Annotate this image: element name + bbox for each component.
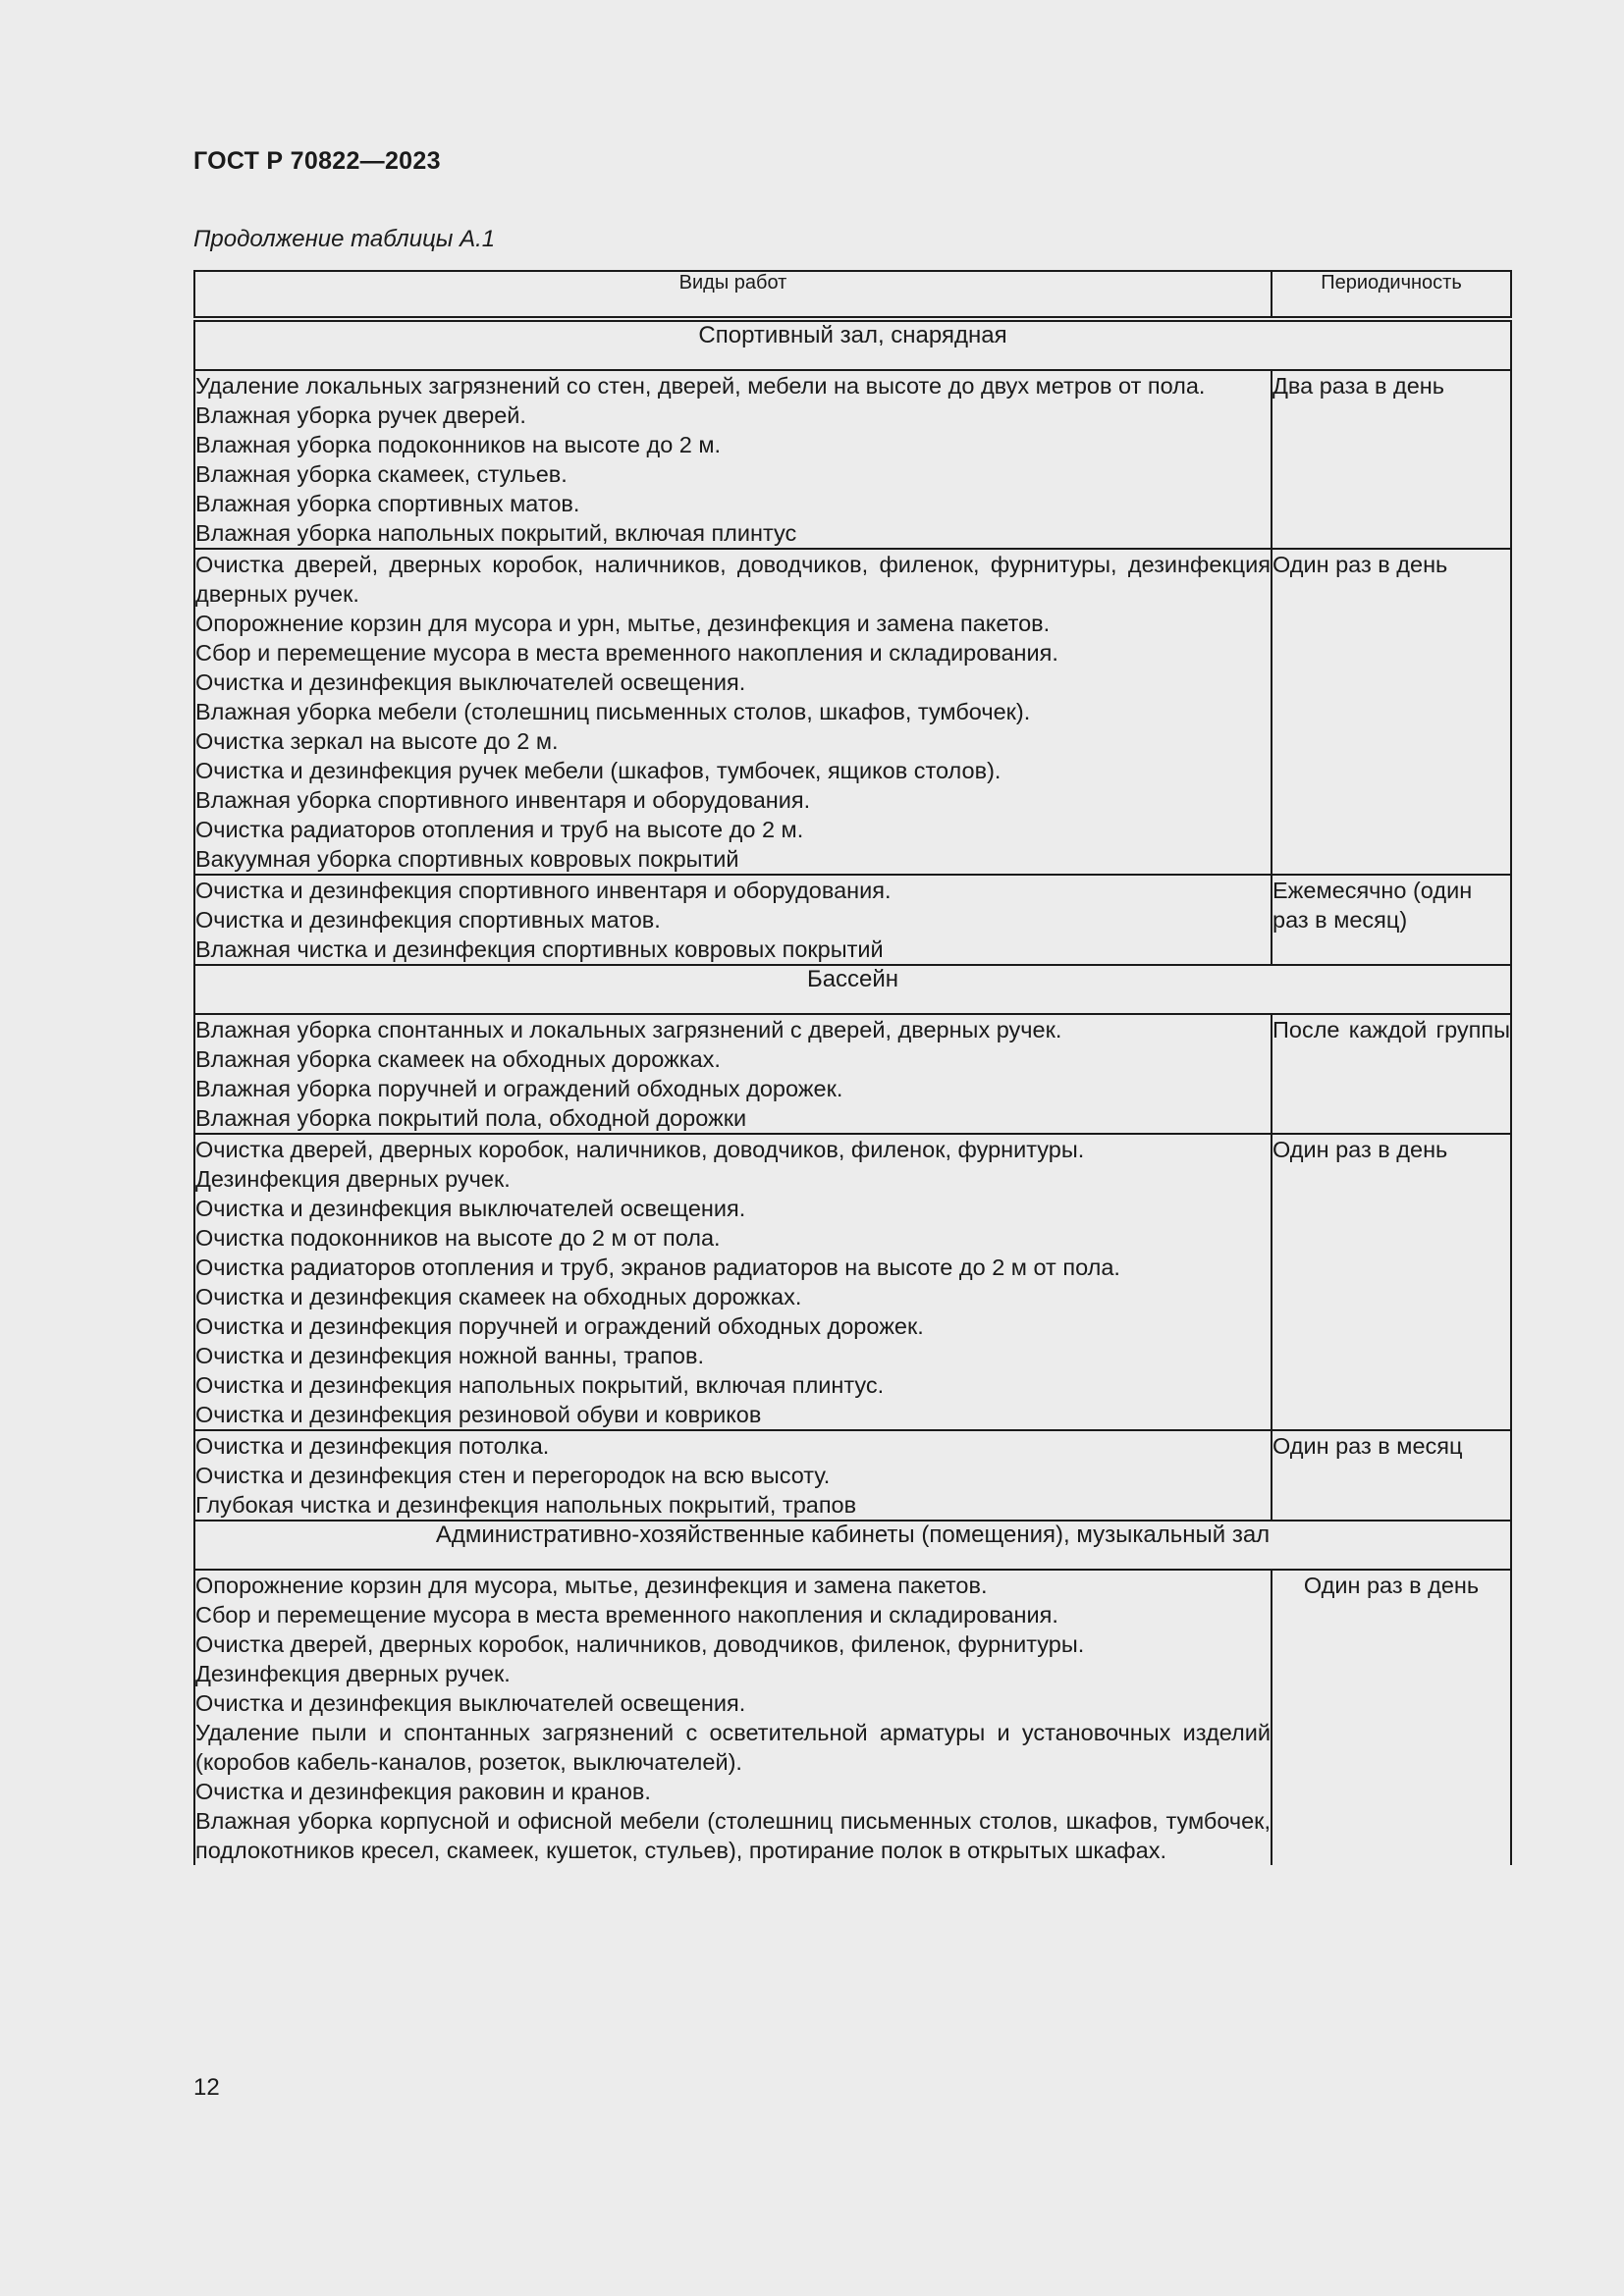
work-item: Очистка подоконников на высоте до 2 м от пола. — [195, 1225, 721, 1251]
work-item: Влажная чистка и дезинфекция спортивных ковровых покрытий — [195, 936, 884, 962]
work-item: Очистка и дезинфекция скамеек на обходных дорожках. — [195, 1284, 802, 1309]
work-item: Глубокая чистка и дезинфекция напольных покрытий, трапов — [195, 1492, 857, 1518]
section-title: Спортивный зал, снарядная — [194, 319, 1511, 370]
work-item: Очистка и дезинфекция спортивных матов. — [195, 907, 661, 933]
work-item: Влажная уборка подоконников на высоте до 2 м. — [195, 432, 722, 457]
work-item: Влажная уборка покрытий пола, обходной дорожки — [195, 1105, 747, 1131]
works-cell — [194, 1134, 1272, 1430]
work-item: Опорожнение корзин для мусора и урн, мытье, дезинфекция и замена пакетов. — [195, 611, 1051, 636]
work-item: Влажная уборка корпусной и офисной мебели (столешниц письменных столов, шкафов, тумбочек, подлокотников кресел, скамеек, кушеток, стульев), протирание полок в открытых шкафах. — [195, 1808, 1271, 1863]
works-cell — [194, 1430, 1272, 1521]
period-cell: Ежемесячно (один раз в месяц) — [1272, 875, 1511, 965]
work-item: Очистка и дезинфекция раковин и кранов. — [195, 1779, 651, 1804]
period-cell: Один раз в месяц — [1272, 1430, 1511, 1521]
work-item: Очистка и дезинфекция выключателей освещения. — [195, 669, 746, 695]
table-row — [194, 1430, 1511, 1521]
period-cell: Два раза в день — [1272, 370, 1511, 549]
work-item: Опорожнение корзин для мусора, мытье, дезинфекция и замена пакетов. — [195, 1573, 988, 1598]
work-item: Влажная уборка мебели (столешниц письменных столов, шкафов, тумбочек). — [195, 699, 1031, 724]
document-id: ГОСТ Р 70822—2023 — [193, 147, 441, 175]
works-cell — [194, 1570, 1272, 1865]
work-item: Очистка и дезинфекция поручней и ограждений обходных дорожек. — [195, 1313, 924, 1339]
table-row — [194, 875, 1511, 965]
work-item: Влажная уборка спортивных матов. — [195, 491, 580, 516]
work-item: Влажная уборка поручней и ограждений обходных дорожек. — [195, 1076, 843, 1101]
work-item: Очистка и дезинфекция напольных покрытий, включая плинтус. — [195, 1372, 885, 1398]
work-item: Вакуумная уборка спортивных ковровых покрытий — [195, 846, 739, 872]
column-header-period: Периодичность — [1272, 271, 1511, 319]
table-caption: Продолжение таблицы А.1 — [193, 226, 496, 252]
table-row — [194, 1014, 1511, 1134]
work-item: Влажная уборка спортивного инвентаря и оборудования. — [195, 787, 811, 813]
work-item: Влажная уборка ручек дверей. — [195, 402, 526, 428]
work-item: Очистка и дезинфекция стен и перегородок на всю высоту. — [195, 1463, 831, 1488]
work-item: Очистка радиаторов отопления и труб, экранов радиаторов на высоте до 2 м от пола. — [195, 1255, 1120, 1280]
work-item: Влажная уборка скамеек на обходных дорожках. — [195, 1046, 721, 1072]
period-cell: Один раз в день — [1272, 549, 1511, 875]
section-title: Бассейн — [194, 965, 1511, 1014]
section-title: Административно-хозяйственные кабинеты (помещения), музыкальный зал — [194, 1521, 1511, 1570]
work-item: Очистка дверей, дверных коробок, наличников, доводчиков, филенок, фурнитуры. — [195, 1631, 1085, 1657]
work-item: Удаление пыли и спонтанных загрязнений с осветительной арматуры и установочных изделий (коробов кабель-каналов, розеток, выключателей). — [195, 1720, 1271, 1775]
work-item: Влажная уборка напольных покрытий, включая плинтус — [195, 520, 797, 546]
work-item: Очистка радиаторов отопления и труб на высоте до 2 м. — [195, 817, 804, 842]
period-cell: После каждой группы — [1272, 1014, 1511, 1134]
works-cell — [194, 875, 1272, 965]
table-header-row — [194, 271, 1511, 319]
work-item: Влажная уборка скамеек, стульев. — [195, 461, 568, 487]
work-item: Очистка и дезинфекция выключателей освещения. — [195, 1690, 746, 1716]
section-row — [194, 1521, 1511, 1570]
column-header-works: Виды работ — [194, 271, 1272, 319]
table-row — [194, 370, 1511, 549]
work-item: Дезинфекция дверных ручек. — [195, 1166, 511, 1192]
work-item: Очистка и дезинфекция спортивного инвентаря и оборудования. — [195, 878, 892, 903]
cleaning-table-container — [193, 270, 1510, 1865]
work-item: Очистка и дезинфекция ножной ванны, трапов. — [195, 1343, 704, 1368]
work-item: Очистка и дезинфекция выключателей освещения. — [195, 1196, 746, 1221]
work-item: Влажная уборка спонтанных и локальных загрязнений с дверей, дверных ручек. — [195, 1017, 1062, 1042]
work-item: Очистка зеркал на высоте до 2 м. — [195, 728, 559, 754]
period-cell: Один раз в день — [1272, 1134, 1511, 1430]
work-item: Дезинфекция дверных ручек. — [195, 1661, 511, 1686]
work-item: Сбор и перемещение мусора в места временного накопления и складирования. — [195, 640, 1058, 666]
section-row — [194, 965, 1511, 1014]
work-item: Очистка дверей, дверных коробок, наличников, доводчиков, филенок, фурнитуры. — [195, 1137, 1085, 1162]
works-cell — [194, 370, 1272, 549]
works-cell — [194, 549, 1272, 875]
work-item: Очистка дверей, дверных коробок, наличников, доводчиков, филенок, фурнитуры, дезинфекция дверных ручек. — [195, 552, 1271, 607]
period-cell: Один раз в день — [1272, 1570, 1511, 1865]
table-row — [194, 549, 1511, 875]
table-row — [194, 1134, 1511, 1430]
works-cell — [194, 1014, 1272, 1134]
work-item: Очистка и дезинфекция потолка. — [195, 1433, 550, 1459]
table-row — [194, 1570, 1511, 1865]
section-row — [194, 319, 1511, 370]
work-item: Сбор и перемещение мусора в места временного накопления и складирования. — [195, 1602, 1058, 1628]
work-item: Очистка и дезинфекция ручек мебели (шкафов, тумбочек, ящиков столов). — [195, 758, 1001, 783]
work-item: Очистка и дезинфекция резиновой обуви и ковриков — [195, 1402, 762, 1427]
page-number: 12 — [193, 2074, 220, 2101]
work-item: Удаление локальных загрязнений со стен, дверей, мебели на высоте до двух метров от пола. — [195, 373, 1206, 399]
cleaning-schedule-table — [193, 270, 1512, 1865]
